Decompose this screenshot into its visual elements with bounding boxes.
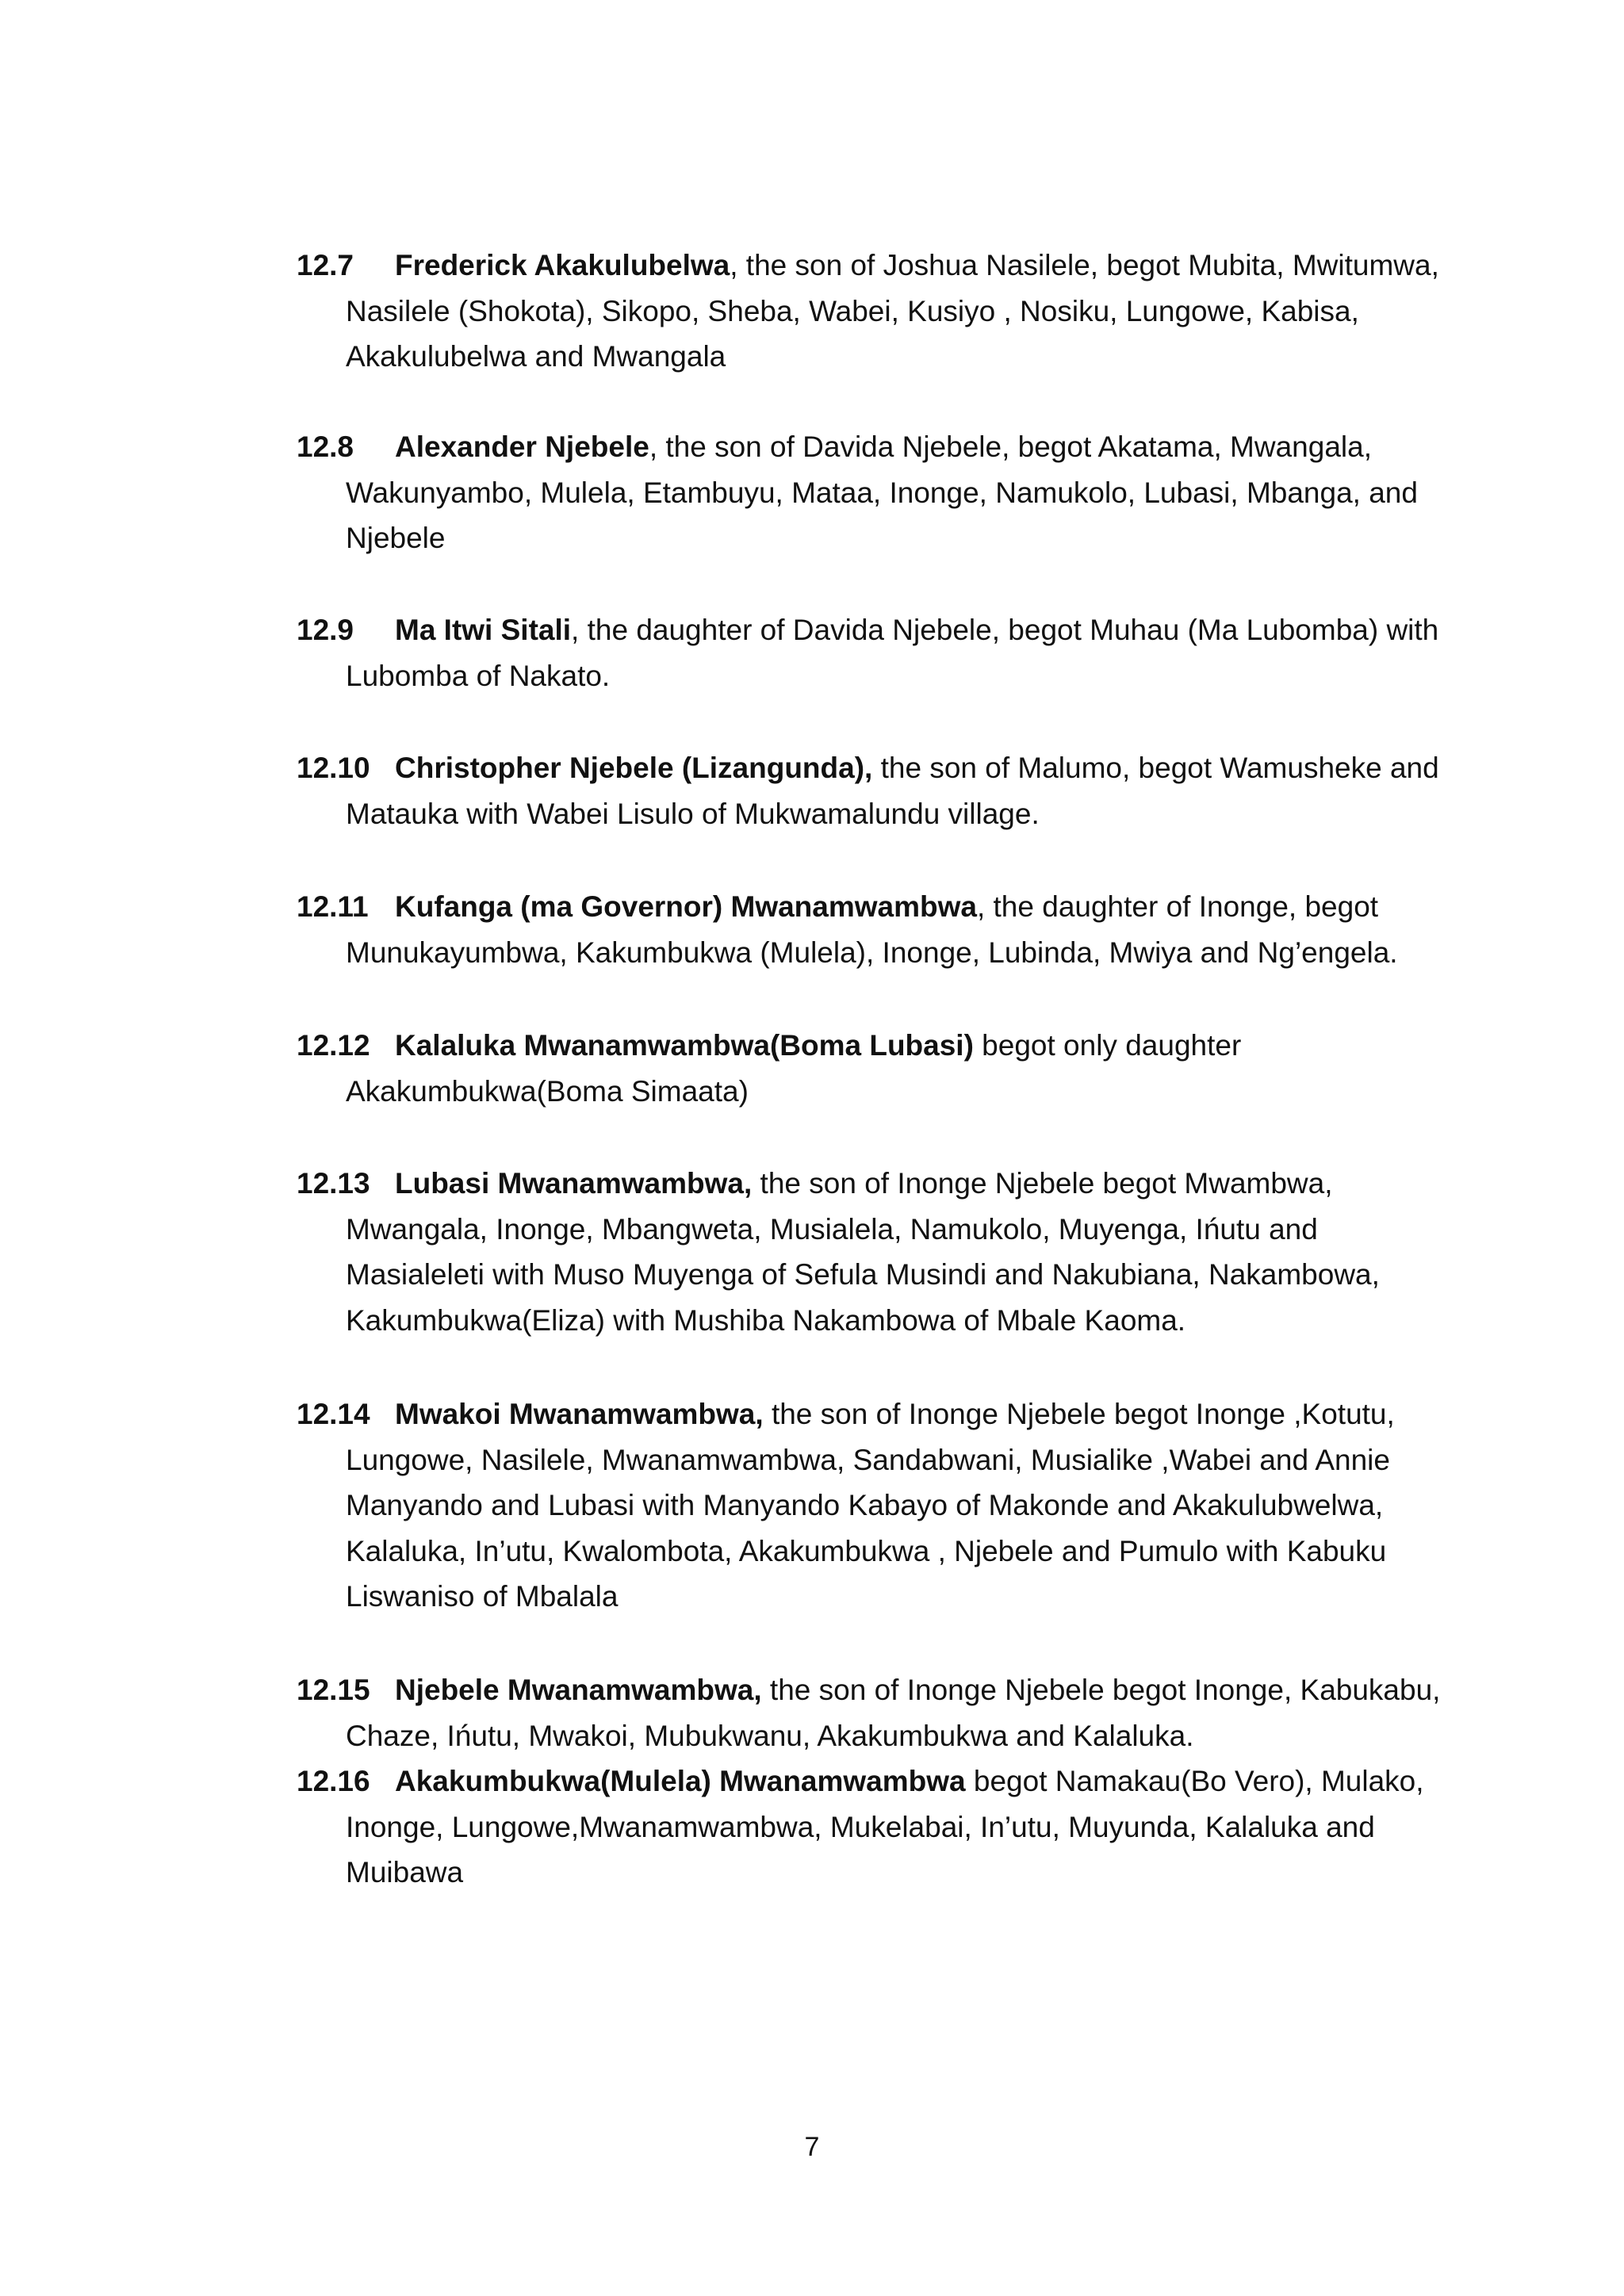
entry-text: the son of Inonge Njebele begot Mwambwa, Mwangala, Inonge, Mbangweta, Musialela, Namukolo, Muyenga, Ińutu and Masialeleti with Muso Muyenga of Sefula Musindi and Nakubiana, Nakambowa, Kakumbukwa(Eliza) with Mushiba Nakambowa of Mbale Kaoma.: [346, 1167, 1380, 1337]
entry-text: the son of Malumo, begot Wamusheke and Matauka with Wabei Lisulo of Mukwamalundu village.: [346, 752, 1439, 830]
entry-12-9: [297, 607, 1454, 698]
entry-number: 12.8: [297, 430, 354, 463]
entry-12-10: [297, 745, 1454, 836]
entry-12-14: [297, 1391, 1454, 1620]
entry-number: 12.16: [297, 1765, 370, 1797]
entry-12-11: [297, 884, 1454, 975]
entry-name: Alexander Njebele: [395, 430, 649, 463]
entry-text: the son of Inonge Njebele begot Inonge ,Kotutu, Lungowe, Nasilele, Mwanamwambwa, Sandabwani, Musialike ,Wabei and Annie Manyando and Lubasi with Manyando Kabayo of Makonde and Akakulubwelwa, Kalaluka, In’utu, Kwalombota, Akakumbukwa , Njebele and Pumulo with Kabuku Liswaniso of Mbalala: [346, 1398, 1395, 1613]
entry-name: Lubasi Mwanamwambwa,: [395, 1167, 753, 1200]
entry-12-8: [297, 424, 1454, 561]
entry-name: Christopher Njebele (Lizangunda),: [395, 752, 873, 784]
entry-number: 12.11: [297, 890, 369, 923]
entry-name: Njebele Mwanamwambwa,: [395, 1674, 762, 1706]
entry-name: Kalaluka Mwanamwambwa(Boma Lubasi): [395, 1029, 974, 1062]
entry-text: , the daughter of Inonge, begot Munukayumbwa, Kakumbukwa (Mulela), Inonge, Lubinda, Mwiya and Ng’engela.: [346, 890, 1398, 969]
entry-text: the son of Inonge Njebele begot Inonge, Kabukabu, Chaze, Ińutu, Mwakoi, Mubukwanu, Akakumbukwa and Kalaluka.: [346, 1674, 1441, 1752]
entry-text: begot Namakau(Bo Vero), Mulako, Inonge, Lungowe,Mwanamwambwa, Mukelabai, In’utu, Muyunda, Kalaluka and Muibawa: [346, 1765, 1424, 1888]
entry-number: 12.12: [297, 1029, 370, 1062]
entry-number: 12.7: [297, 249, 354, 281]
entry-name: Kufanga (ma Governor) Mwanamwambwa: [395, 890, 977, 923]
entry-number: 12.9: [297, 614, 354, 646]
entry-text: , the son of Joshua Nasilele, begot Mubita, Mwitumwa, Nasilele (Shokota), Sikopo, Sheba, Wabei, Kusiyo , Nosiku, Lungowe, Kabisa, Akakulubelwa and Mwangala: [346, 249, 1439, 373]
entry-name: Ma Itwi Sitali: [395, 614, 572, 646]
entry-12-16: [297, 1758, 1454, 1896]
entry-number: 12.13: [297, 1167, 370, 1200]
entry-number: 12.15: [297, 1674, 370, 1706]
entry-12-12: [297, 1023, 1454, 1114]
entry-12-15: [297, 1667, 1454, 1758]
entry-number: 12.14: [297, 1398, 370, 1430]
entry-number: 12.10: [297, 752, 370, 784]
entry-name: Frederick Akakulubelwa: [395, 249, 730, 281]
entry-text: , the son of Davida Njebele, begot Akatama, Mwangala, Wakunyambo, Mulela, Etambuyu, Mataa, Inonge, Namukolo, Lubasi, Mbanga, and Njebele: [346, 430, 1418, 554]
page-number: 7: [804, 2132, 820, 2162]
entry-12-13: [297, 1161, 1454, 1343]
entry-12-7: [297, 243, 1454, 380]
entry-text: begot only daughter Akakumbukwa(Boma Simaata): [346, 1029, 1242, 1108]
entry-name: Akakumbukwa(Mulela) Mwanamwambwa: [395, 1765, 966, 1797]
entry-name: Mwakoi Mwanamwambwa,: [395, 1398, 764, 1430]
entry-text: , the daughter of Davida Njebele, begot Muhau (Ma Lubomba) with Lubomba of Nakato.: [346, 614, 1439, 692]
